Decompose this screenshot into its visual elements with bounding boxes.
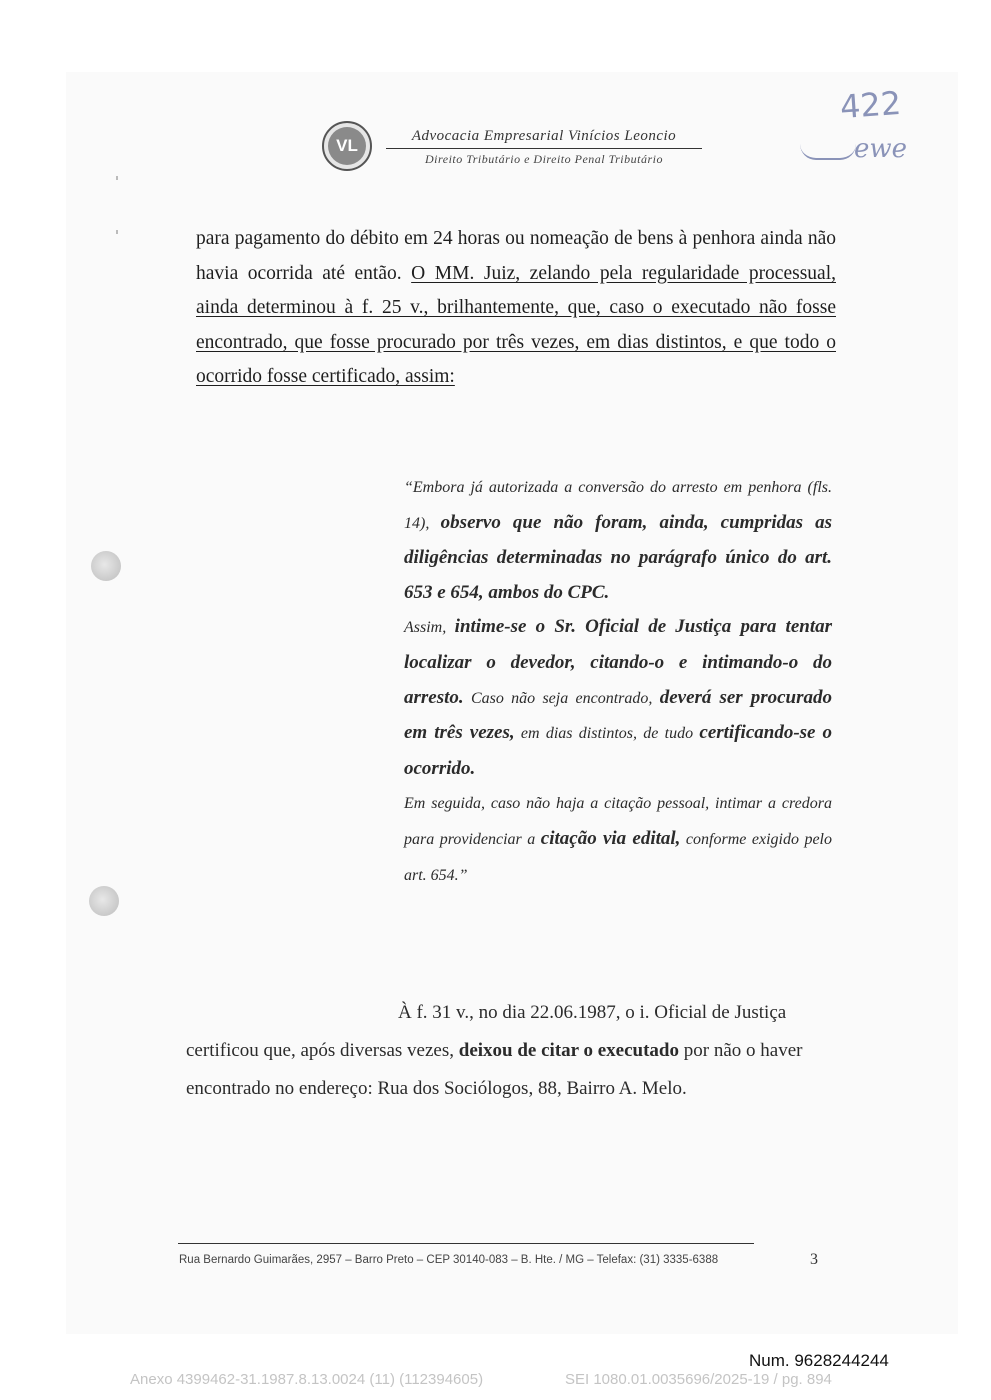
scan-speck — [116, 230, 118, 234]
body-text: para pagamento do débito em 24 horas ou nomeação de bens à penhora ainda não havia ocorrida até então. — [196, 228, 836, 284]
quote-paragraph-1 — [404, 470, 832, 610]
quote-paragraph-2 — [404, 610, 832, 786]
scan-speck — [116, 176, 118, 180]
handwritten-signature: ewe — [854, 134, 908, 164]
quote-text-bold: certificando-se o ocorrido. — [404, 722, 832, 779]
body-line-1: À f. 31 v., no dia 22.06.1987, o i. Oficial de Justiça — [398, 1002, 787, 1023]
signature-stroke — [800, 144, 856, 160]
punch-hole — [91, 551, 121, 581]
footer-divider — [178, 1243, 754, 1244]
handwritten-page-number: 422 — [838, 83, 903, 127]
annex-stamp: Anexo 4399462-31.1987.8.13.0024 (11) (112394605) — [130, 1371, 484, 1388]
firm-name: Advocacia Empresarial Vinícios Leoncio — [386, 128, 702, 149]
body-line-rest — [186, 1032, 826, 1108]
body-text: certificou que, após diversas vezes, — [186, 1040, 459, 1061]
quote-text: conforme exigido pelo art. 654.” — [404, 830, 833, 884]
punch-hole — [89, 886, 119, 916]
court-quote — [404, 470, 832, 893]
page-number: 3 — [810, 1251, 818, 1268]
body-paragraph-bottom — [186, 994, 826, 1108]
quote-text-bold: citação via edital, — [540, 827, 681, 849]
body-text-underlined: O MM. Juiz, zelando pela regularidade processual, ainda determinou à f. 25 v., brilhantemente, que, caso o executado não fosse encontrado, que fosse procurado por três vezes, em dias distintos, e que todo o ocorrido fosse certificado, assim: — [196, 262, 836, 388]
quote-text: “Embora já autorizada a conversão do arresto em penhora (fls. 14), — [404, 479, 832, 532]
quote-text-bold: intime-se o Sr. Oficial de Justiça para tentar localizar o devedor, citando-o e intimando-o do arresto. — [404, 616, 832, 708]
document-number-stamp: Num. 9628244244 — [749, 1351, 889, 1370]
quote-text: Em seguida, caso não haja a citação pessoal, intimar a credora para providenciar a — [404, 795, 832, 848]
quote-text-bold: observo que não foram, ainda, cumpridas as diligências determinadas no parágrafo único do art. 653 e 654, ambos do CPC. — [404, 511, 833, 603]
body-text-bold: deixou de citar o executado — [458, 1040, 680, 1061]
body-text: por não o haver encontrado no endereço: Rua dos Sociólogos, 88, Bairro A. Melo. — [186, 1040, 803, 1099]
quote-paragraph-3 — [404, 786, 832, 893]
quote-text: em dias distintos, de tudo — [514, 725, 700, 743]
logo-monogram: VL — [328, 127, 366, 165]
body-paragraph-top — [196, 222, 836, 395]
handwritten-annotation — [800, 84, 950, 174]
firm-subtitle: Direito Tributário e Direito Penal Tributário — [425, 152, 663, 166]
footer-address: Rua Bernardo Guimarães, 2957 – Barro Preto – CEP 30140-083 – B. Hte. / MG – Telefax: (31) 3335-6388 — [179, 1254, 719, 1266]
quote-text: Assim, — [404, 619, 455, 637]
quote-text-bold: deverá ser procurado em três vezes, — [404, 686, 833, 744]
sei-stamp: SEI 1080.01.0035696/2025-19 / pg. 894 — [565, 1371, 832, 1388]
quote-text: Caso não seja encontrado, — [463, 689, 660, 707]
firm-logo — [322, 121, 372, 171]
